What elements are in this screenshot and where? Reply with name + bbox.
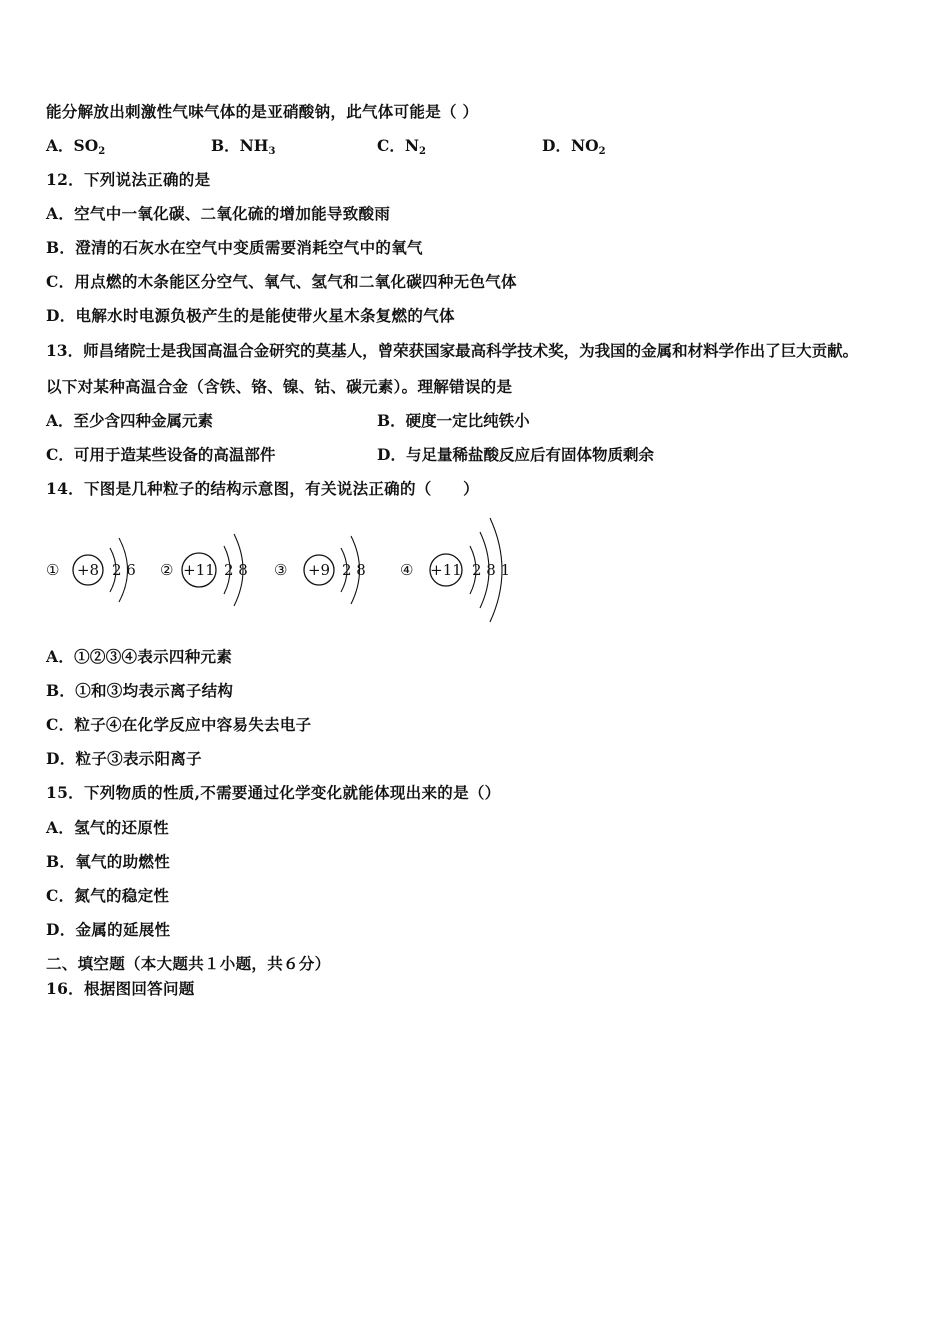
particle-3 — [274, 536, 366, 604]
q11-option-a-formula: SO — [73, 136, 99, 155]
q11-option-a-label: A． — [46, 136, 74, 155]
q13-option-d: D．与足量稀盐酸反应后有固体物质剩余 — [377, 445, 654, 464]
particle-3-index: ③ — [274, 561, 288, 579]
q13-stem-line2: 以下对某种高温合金（含铁、铬、镍、钴、碳元素）。理解错误的是 — [46, 377, 513, 396]
q13-stem-line1: 13．师昌绪院士是我国高温合金研究的莫基人，曾荣获国家最高科学技术奖，为我国的金属和材料学作出了巨大贡献。 — [46, 341, 859, 360]
q14-option-a: A．①②③④表示四种元素 — [46, 647, 233, 666]
q12-option-a: A．空气中一氧化碳、二氧化硫的增加能导致酸雨 — [46, 204, 391, 223]
q15-option-b: B．氧气的助燃性 — [46, 852, 171, 871]
q11-option-b-sub: 3 — [268, 146, 276, 157]
particle-4-index: ④ — [400, 561, 414, 579]
q15-option-d: D．金属的延展性 — [46, 920, 171, 939]
q11-option-c-formula: N — [404, 136, 420, 155]
q15-option-a: A．氢气的还原性 — [46, 818, 169, 837]
q11-stem: 能分解放出刺激性气味气体的是亚硝酸钠，此气体可能是（ ） — [46, 102, 479, 121]
q15-option-c: C．氮气的稳定性 — [46, 886, 170, 905]
q12-stem: 12．下列说法正确的是 — [46, 170, 211, 189]
q11-option-c-label: C． — [377, 136, 405, 155]
q13-option-b: B．硬度一定比纯铁小 — [377, 411, 530, 430]
q13-option-c: C．可用于造某些设备的高温部件 — [46, 445, 276, 464]
particle-2-nucleus: +11 — [183, 561, 215, 579]
particle-1-shells: 2 6 — [112, 561, 136, 579]
section2-heading: 二、填空题（本大题共１小题，共６分） — [46, 954, 331, 973]
particle-1 — [46, 538, 136, 602]
q11-option-a — [46, 136, 105, 162]
q11-option-d-formula: NO — [570, 136, 599, 155]
q11-option-c-sub: 2 — [419, 146, 426, 157]
particle-2-index: ② — [160, 561, 174, 579]
q14-option-b: B．①和③均表示离子结构 — [46, 681, 234, 700]
particle-4-nucleus: +11 — [430, 561, 462, 579]
particle-structure-diagram — [40, 512, 520, 628]
q11-option-b — [211, 136, 275, 162]
q14-option-c: C．粒子④在化学反应中容易失去电子 — [46, 715, 312, 734]
q11-option-d-label: D． — [542, 136, 571, 155]
q11-option-d-sub: 2 — [598, 146, 606, 157]
q14-option-d: D．粒子③表示阳离子 — [46, 749, 202, 768]
particle-4 — [400, 518, 510, 622]
q11-option-b-label: B． — [211, 136, 240, 155]
q11-option-d — [542, 136, 606, 162]
particle-1-nucleus: +8 — [76, 561, 100, 579]
particle-2 — [160, 534, 248, 606]
particle-1-index: ① — [46, 561, 60, 579]
q16-stem: 16．根据图回答问题 — [46, 979, 195, 998]
q12-option-b: B．澄清的石灰水在空气中变质需要消耗空气中的氧气 — [46, 238, 423, 257]
q11-option-b-formula: NH — [239, 136, 269, 155]
q11-option-c — [377, 136, 426, 162]
q13-option-a: A．至少含四种金属元素 — [46, 411, 214, 430]
q14-stem: 14．下图是几种粒子的结构示意图，有关说法正确的（ ） — [46, 479, 479, 498]
particle-3-shells: 2 8 — [342, 561, 366, 579]
particle-2-shells: 2 8 — [224, 561, 248, 579]
q11-option-a-sub: 2 — [98, 146, 106, 157]
q12-option-d: D．电解水时电源负极产生的是能使带火星木条复燃的气体 — [46, 306, 455, 325]
particle-4-shells: 2 8 1 — [472, 561, 511, 579]
q15-stem: 15．下列物质的性质,不需要通过化学变化就能体现出来的是（） — [46, 783, 501, 802]
q12-option-c: C．用点燃的木条能区分空气、氧气、氢气和二氧化碳四种无色气体 — [46, 272, 517, 291]
particle-diagram-svg — [40, 512, 520, 628]
particle-3-nucleus: +9 — [307, 561, 331, 579]
